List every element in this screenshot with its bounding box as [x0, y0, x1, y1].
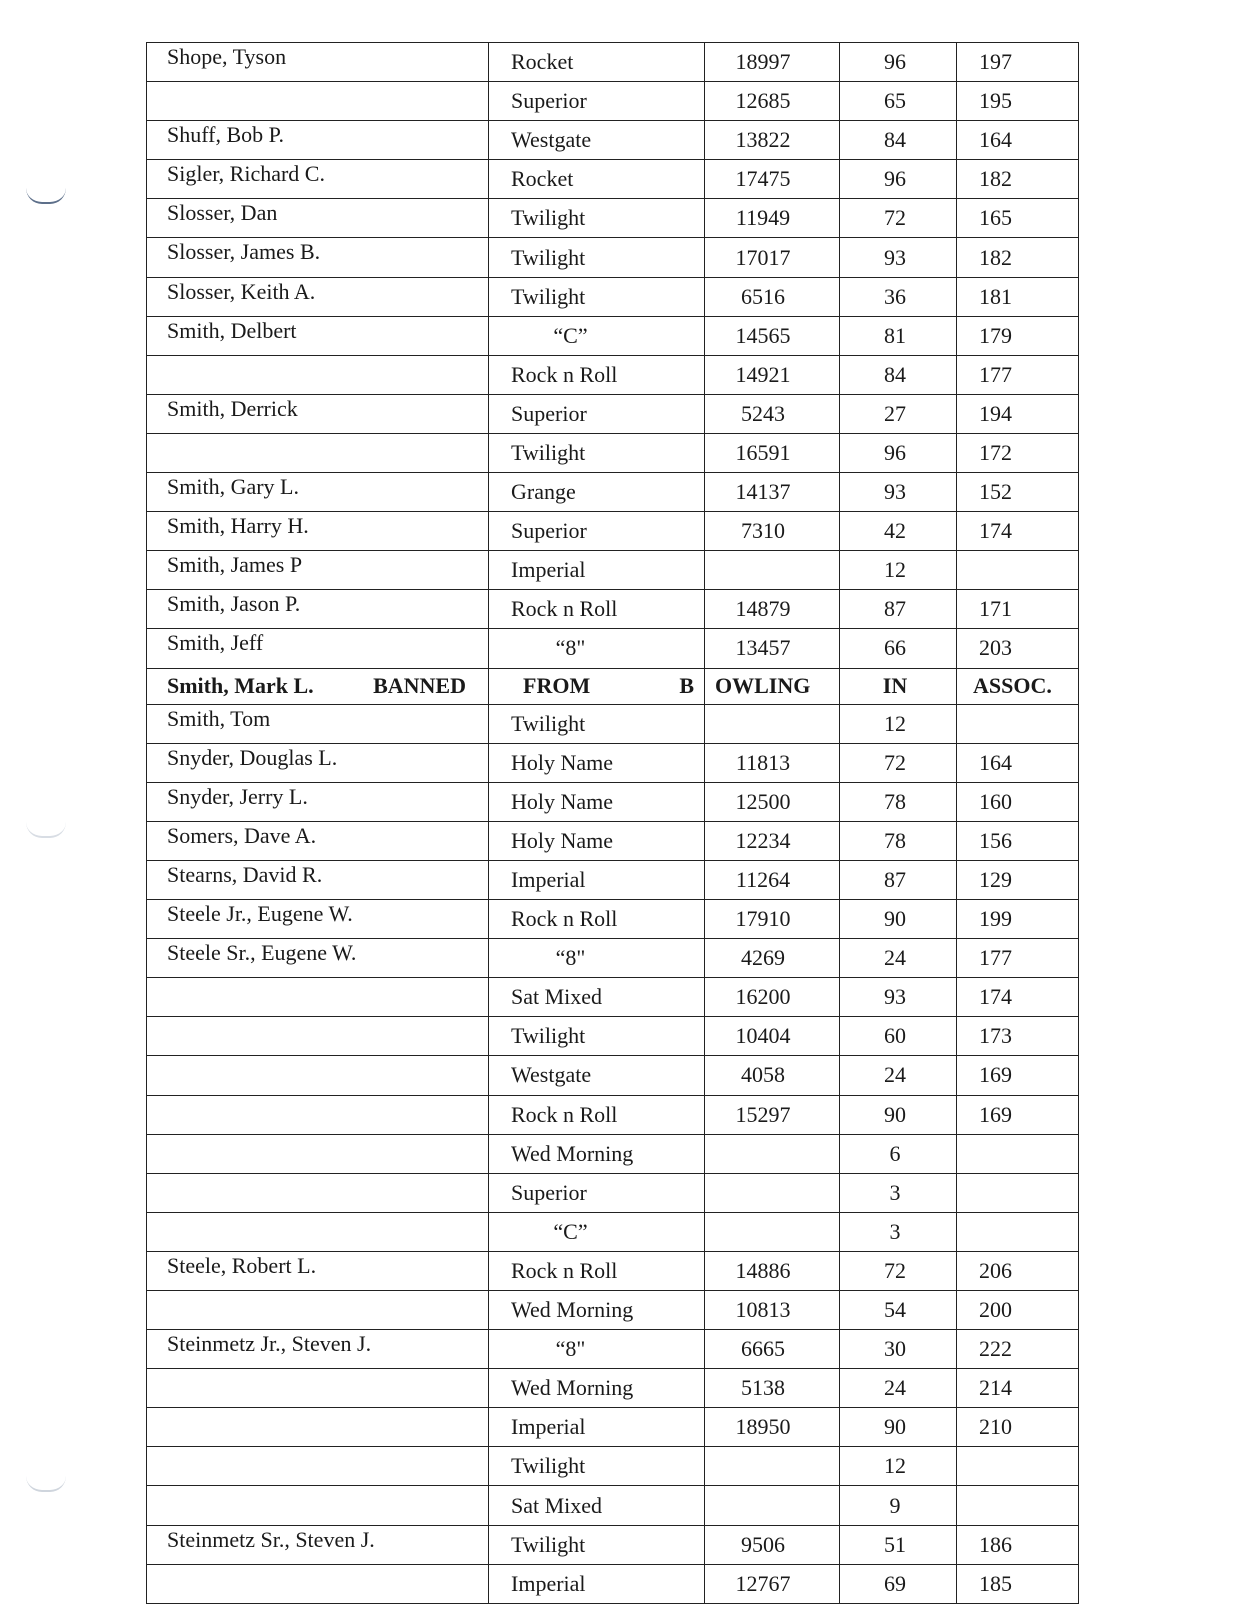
league-cell: Westgate — [489, 121, 705, 160]
total-pins-cell: 12685 — [705, 82, 840, 121]
table-body — [147, 43, 1079, 1604]
total-pins-cell: 16200 — [705, 978, 840, 1017]
league-cell: Twilight — [489, 1525, 705, 1564]
games-cell: 87 — [840, 590, 957, 629]
banned-notice-text: FROM — [523, 673, 591, 699]
table-row — [147, 1408, 1079, 1447]
games-cell: 66 — [840, 629, 957, 668]
games-cell: 12 — [840, 551, 957, 590]
league-cell: Grange — [489, 473, 705, 512]
banned-notice-cell: OWLING — [705, 668, 840, 704]
bowler-name-cell: Steele Sr., Eugene W. — [147, 939, 489, 978]
table-row — [147, 821, 1079, 860]
games-cell: 36 — [840, 277, 957, 316]
average-cell: 181 — [957, 277, 1079, 316]
games-cell: 84 — [840, 121, 957, 160]
total-pins-cell: 18950 — [705, 1408, 840, 1447]
games-cell: 27 — [840, 394, 957, 433]
total-pins-cell: 14886 — [705, 1251, 840, 1290]
total-pins-cell: 14137 — [705, 473, 840, 512]
table-row — [147, 1134, 1079, 1173]
bowler-name-cell: Smith, Delbert — [147, 316, 489, 355]
total-pins-cell: 11813 — [705, 743, 840, 782]
average-cell: 185 — [957, 1564, 1079, 1603]
league-cell: Sat Mixed — [489, 978, 705, 1017]
total-pins-cell: 5243 — [705, 394, 840, 433]
games-cell: 9 — [840, 1486, 957, 1525]
league-cell: Imperial — [489, 1408, 705, 1447]
table-row — [147, 1251, 1079, 1290]
table-row-banned — [147, 668, 1079, 704]
bowler-name-cell: Steele, Robert L. — [147, 1251, 489, 1290]
league-cell: Twilight — [489, 238, 705, 277]
average-cell: 172 — [957, 433, 1079, 472]
bowler-name-cell: Snyder, Jerry L. — [147, 782, 489, 821]
games-cell: 93 — [840, 238, 957, 277]
total-pins-cell: 12767 — [705, 1564, 840, 1603]
table-row — [147, 160, 1079, 199]
table-row — [147, 1291, 1079, 1330]
bowler-name-cell — [147, 1486, 489, 1525]
games-cell: 3 — [840, 1212, 957, 1251]
league-cell: Rock n Roll — [489, 1251, 705, 1290]
league-cell: Twilight — [489, 1017, 705, 1056]
average-cell: 177 — [957, 939, 1079, 978]
bowler-name-cell: Smith, Tom — [147, 704, 489, 743]
total-pins-cell: 14879 — [705, 590, 840, 629]
average-cell: 164 — [957, 121, 1079, 160]
games-cell: 72 — [840, 199, 957, 238]
bowler-name-cell — [147, 668, 489, 704]
table-row — [147, 82, 1079, 121]
games-cell: 54 — [840, 1291, 957, 1330]
bowler-name: Smith, Mark L. — [167, 673, 314, 699]
bowler-name-cell: Smith, Jeff — [147, 629, 489, 668]
average-cell: 174 — [957, 512, 1079, 551]
total-pins-cell — [705, 1212, 840, 1251]
bowler-name-cell: Smith, Jason P. — [147, 590, 489, 629]
bowler-name-cell — [147, 1134, 489, 1173]
total-pins-cell — [705, 1486, 840, 1525]
games-cell: 78 — [840, 821, 957, 860]
games-cell: 78 — [840, 782, 957, 821]
league-cell: Rocket — [489, 43, 705, 82]
average-cell — [957, 704, 1079, 743]
total-pins-cell: 13822 — [705, 121, 840, 160]
league-cell: Holy Name — [489, 782, 705, 821]
average-cell: 182 — [957, 238, 1079, 277]
table-row — [147, 277, 1079, 316]
games-cell: 81 — [840, 316, 957, 355]
games-cell: 93 — [840, 978, 957, 1017]
bowler-name-cell — [147, 1095, 489, 1134]
average-cell: 174 — [957, 978, 1079, 1017]
table-row — [147, 1173, 1079, 1212]
banned-notice-cell — [489, 668, 705, 704]
table-row — [147, 1212, 1079, 1251]
table-row — [147, 512, 1079, 551]
league-cell: Imperial — [489, 860, 705, 899]
games-cell: 12 — [840, 1447, 957, 1486]
games-cell: 6 — [840, 1134, 957, 1173]
total-pins-cell: 7310 — [705, 512, 840, 551]
total-pins-cell — [705, 551, 840, 590]
table-row — [147, 43, 1079, 82]
total-pins-cell: 17475 — [705, 160, 840, 199]
table-row — [147, 1056, 1079, 1095]
bowler-name-cell — [147, 82, 489, 121]
games-cell: 96 — [840, 160, 957, 199]
table-row — [147, 355, 1079, 394]
table-row — [147, 1330, 1079, 1369]
average-cell: 197 — [957, 43, 1079, 82]
total-pins-cell — [705, 1173, 840, 1212]
total-pins-cell: 9506 — [705, 1525, 840, 1564]
table-row — [147, 316, 1079, 355]
total-pins-cell: 12500 — [705, 782, 840, 821]
league-cell: Holy Name — [489, 743, 705, 782]
league-cell: Rock n Roll — [489, 590, 705, 629]
average-cell — [957, 1212, 1079, 1251]
bowler-name-cell — [147, 1212, 489, 1251]
average-cell: 200 — [957, 1291, 1079, 1330]
average-cell: 177 — [957, 355, 1079, 394]
games-cell: 24 — [840, 939, 957, 978]
average-cell — [957, 551, 1079, 590]
average-cell: 160 — [957, 782, 1079, 821]
league-cell: Wed Morning — [489, 1369, 705, 1408]
league-cell: Rock n Roll — [489, 355, 705, 394]
total-pins-cell: 13457 — [705, 629, 840, 668]
bowler-name-cell: Smith, Derrick — [147, 394, 489, 433]
table-row — [147, 1486, 1079, 1525]
average-cell: 173 — [957, 1017, 1079, 1056]
table-row — [147, 121, 1079, 160]
bowler-name-cell: Steinmetz Jr., Steven J. — [147, 1330, 489, 1369]
bowler-name-cell: Shuff, Bob P. — [147, 121, 489, 160]
total-pins-cell: 4058 — [705, 1056, 840, 1095]
banned-notice-cell: IN — [840, 668, 957, 704]
league-cell: Twilight — [489, 199, 705, 238]
games-cell: 87 — [840, 860, 957, 899]
banned-notice-cell: ASSOC. — [957, 668, 1079, 704]
league-cell: “8" — [489, 1330, 705, 1369]
bowler-name-cell: Shope, Tyson — [147, 43, 489, 82]
table-row — [147, 590, 1079, 629]
games-cell: 72 — [840, 1251, 957, 1290]
league-cell: Superior — [489, 512, 705, 551]
league-cell: Superior — [489, 82, 705, 121]
table-row — [147, 1095, 1079, 1134]
average-cell: 152 — [957, 473, 1079, 512]
league-cell: Rock n Roll — [489, 1095, 705, 1134]
league-cell: Superior — [489, 1173, 705, 1212]
average-cell: 186 — [957, 1525, 1079, 1564]
bowler-name-cell: Slosser, Dan — [147, 199, 489, 238]
league-cell: Twilight — [489, 704, 705, 743]
total-pins-cell — [705, 704, 840, 743]
league-cell: Imperial — [489, 551, 705, 590]
league-cell: “C” — [489, 1212, 705, 1251]
average-cell: 206 — [957, 1251, 1079, 1290]
average-cell: 199 — [957, 900, 1079, 939]
total-pins-cell: 17017 — [705, 238, 840, 277]
bowler-name-cell: Smith, James P — [147, 551, 489, 590]
table-row — [147, 433, 1079, 472]
table-row — [147, 394, 1079, 433]
bowler-name-cell — [147, 1056, 489, 1095]
bowler-name-cell: Steele Jr., Eugene W. — [147, 900, 489, 939]
average-cell: 169 — [957, 1095, 1079, 1134]
total-pins-cell: 10813 — [705, 1291, 840, 1330]
table-row — [147, 860, 1079, 899]
games-cell: 69 — [840, 1564, 957, 1603]
table-row — [147, 238, 1079, 277]
total-pins-cell: 4269 — [705, 939, 840, 978]
table-row — [147, 978, 1079, 1017]
average-cell: 179 — [957, 316, 1079, 355]
average-cell: 169 — [957, 1056, 1079, 1095]
games-cell: 90 — [840, 1095, 957, 1134]
games-cell: 84 — [840, 355, 957, 394]
league-cell: Wed Morning — [489, 1134, 705, 1173]
total-pins-cell: 11949 — [705, 199, 840, 238]
league-cell: Sat Mixed — [489, 1486, 705, 1525]
table-row — [147, 199, 1079, 238]
average-cell — [957, 1134, 1079, 1173]
total-pins-cell: 11264 — [705, 860, 840, 899]
league-cell: Imperial — [489, 1564, 705, 1603]
games-cell: 96 — [840, 433, 957, 472]
league-cell: Westgate — [489, 1056, 705, 1095]
league-cell: Rocket — [489, 160, 705, 199]
games-cell: 72 — [840, 743, 957, 782]
average-cell: 156 — [957, 821, 1079, 860]
average-cell: 210 — [957, 1408, 1079, 1447]
games-cell: 93 — [840, 473, 957, 512]
games-cell: 60 — [840, 1017, 957, 1056]
bowler-name-cell: Steinmetz Sr., Steven J. — [147, 1525, 489, 1564]
bowler-name-cell — [147, 1564, 489, 1603]
bowler-name-cell: Stearns, David R. — [147, 860, 489, 899]
total-pins-cell: 14565 — [705, 316, 840, 355]
average-cell: 222 — [957, 1330, 1079, 1369]
league-cell: “8" — [489, 939, 705, 978]
games-cell: 90 — [840, 1408, 957, 1447]
average-cell — [957, 1486, 1079, 1525]
average-cell: 182 — [957, 160, 1079, 199]
punch-hole-mark — [26, 188, 66, 204]
games-cell: 30 — [840, 1330, 957, 1369]
league-cell: Twilight — [489, 433, 705, 472]
league-cell: Superior — [489, 394, 705, 433]
bowler-name-cell: Somers, Dave A. — [147, 821, 489, 860]
games-cell: 24 — [840, 1369, 957, 1408]
total-pins-cell: 12234 — [705, 821, 840, 860]
average-cell — [957, 1447, 1079, 1486]
table-row — [147, 782, 1079, 821]
games-cell: 12 — [840, 704, 957, 743]
average-cell: 195 — [957, 82, 1079, 121]
games-cell: 90 — [840, 900, 957, 939]
bowler-name-cell: Smith, Harry H. — [147, 512, 489, 551]
games-cell: 3 — [840, 1173, 957, 1212]
bowler-name-cell: Slosser, James B. — [147, 238, 489, 277]
league-cell: Rock n Roll — [489, 900, 705, 939]
league-cell: Wed Morning — [489, 1291, 705, 1330]
table-row — [147, 1369, 1079, 1408]
total-pins-cell — [705, 1134, 840, 1173]
average-cell: 203 — [957, 629, 1079, 668]
punch-hole-mark — [26, 1476, 66, 1492]
bowler-name-cell — [147, 1017, 489, 1056]
punch-hole-mark — [26, 822, 66, 838]
total-pins-cell: 5138 — [705, 1369, 840, 1408]
table-row — [147, 743, 1079, 782]
total-pins-cell: 17910 — [705, 900, 840, 939]
average-cell: 129 — [957, 860, 1079, 899]
league-cell: “C” — [489, 316, 705, 355]
total-pins-cell: 14921 — [705, 355, 840, 394]
bowler-name-cell — [147, 1369, 489, 1408]
average-cell: 171 — [957, 590, 1079, 629]
league-cell: Twilight — [489, 1447, 705, 1486]
games-cell: 51 — [840, 1525, 957, 1564]
banned-notice-text: B — [679, 673, 694, 699]
total-pins-cell: 6665 — [705, 1330, 840, 1369]
table-row — [147, 551, 1079, 590]
games-cell: 65 — [840, 82, 957, 121]
table-row — [147, 1525, 1079, 1564]
average-cell — [957, 1173, 1079, 1212]
total-pins-cell: 18997 — [705, 43, 840, 82]
table-row — [147, 1017, 1079, 1056]
games-cell: 96 — [840, 43, 957, 82]
bowler-name-cell — [147, 1408, 489, 1447]
bowler-average-table — [146, 42, 1079, 1604]
bowler-name-cell — [147, 433, 489, 472]
bowler-name-cell: Smith, Gary L. — [147, 473, 489, 512]
table-row — [147, 1564, 1079, 1603]
bowler-name-cell — [147, 355, 489, 394]
league-cell: Twilight — [489, 277, 705, 316]
total-pins-cell — [705, 1447, 840, 1486]
average-cell: 164 — [957, 743, 1079, 782]
league-cell: Holy Name — [489, 821, 705, 860]
table-row — [147, 704, 1079, 743]
bowler-name-cell — [147, 1291, 489, 1330]
total-pins-cell: 15297 — [705, 1095, 840, 1134]
total-pins-cell: 16591 — [705, 433, 840, 472]
table-row — [147, 473, 1079, 512]
table-row — [147, 1447, 1079, 1486]
league-cell: “8" — [489, 629, 705, 668]
average-cell: 214 — [957, 1369, 1079, 1408]
total-pins-cell: 10404 — [705, 1017, 840, 1056]
games-cell: 24 — [840, 1056, 957, 1095]
table-row — [147, 900, 1079, 939]
banned-label: BANNED — [373, 673, 466, 699]
bowler-name-cell — [147, 1173, 489, 1212]
table-row — [147, 939, 1079, 978]
bowler-name-cell — [147, 978, 489, 1017]
bowler-name-cell: Snyder, Douglas L. — [147, 743, 489, 782]
total-pins-cell: 6516 — [705, 277, 840, 316]
bowler-name-cell: Sigler, Richard C. — [147, 160, 489, 199]
average-cell: 194 — [957, 394, 1079, 433]
bowler-name-cell: Slosser, Keith A. — [147, 277, 489, 316]
average-cell: 165 — [957, 199, 1079, 238]
bowler-name-cell — [147, 1447, 489, 1486]
table-row — [147, 629, 1079, 668]
games-cell: 42 — [840, 512, 957, 551]
